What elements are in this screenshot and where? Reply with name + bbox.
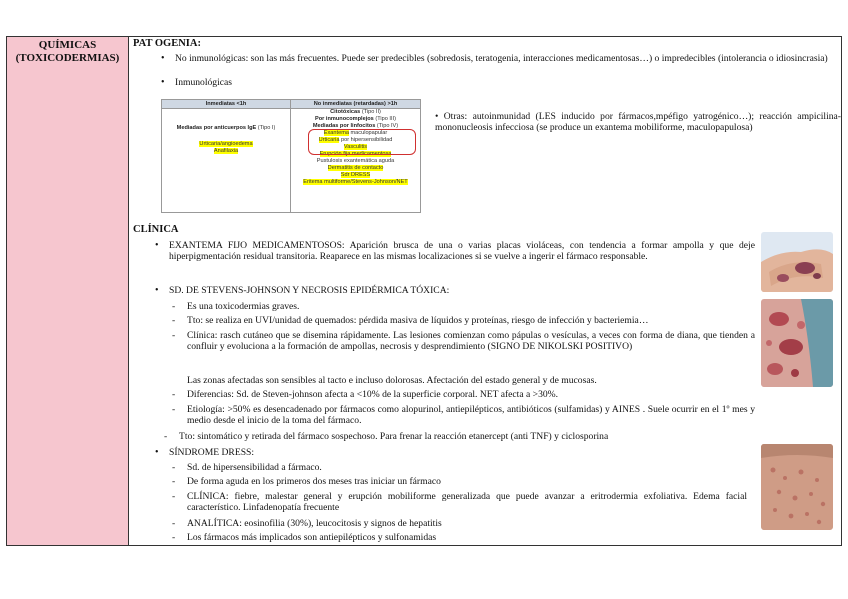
red-bracket (308, 129, 416, 155)
table-cell: Urticaria por hipersensibilidad (318, 137, 393, 143)
sjs-item: - Es una toxicodermias graves. (187, 301, 755, 312)
content-cell (129, 37, 841, 545)
category-subtitle: (TOXICODERMIAS) (15, 52, 120, 64)
dress-bullet: • SÍNDROME DRESS: (169, 447, 755, 458)
table-cell: Sdr DRESS (340, 172, 371, 178)
category-cell (7, 37, 129, 545)
table-cell: Eritema multiforme/Stevens-Johnson/NET (303, 179, 408, 185)
sjs-item: - Etiología: >50% es desencadenado por fármacos como alopurinol, antiepilépticos, antibióticos (sulfamidas) y AINES . Suele ocurrir en el 1º mes y medio desde el inicio de la toma del fármaco. (187, 404, 755, 427)
table-header-immediate: Inmediatas <1h (162, 100, 290, 109)
document-table (6, 36, 842, 546)
table-cell: Mediadas por anticuerpos IgE (Tipo I) (176, 125, 276, 131)
table-cell: Dermatitis de contacto (327, 165, 384, 171)
immunological-table (161, 99, 421, 213)
sjs-item: - Tto: se realiza en UVI/unidad de quemados: pérdida masiva de líquidos y proteínas, riesgo de infección y bacteriemia… (187, 315, 755, 326)
sjs-item: - Tto: sintomático y retirada del fármaco sospechoso. Para frenar la reacción etanercept (anti TNF) y ciclosporina (179, 431, 755, 442)
exantema-bullet: • EXANTEMA FIJO MEDICAMENTOSOS: Aparición brusca de una o varias placas violáceas, con tendencia a formar ampolla y que deje hiperpigmentación residual transitoria. Reaparece en las mismas localizaciones si se vuelve a ingerir el fármaco responsable. (169, 240, 755, 263)
sjs-item-continuation: Las zonas afectadas son sensibles al tacto e incluso dolorosas. Afectación del estado general y de mucosas. (187, 375, 597, 386)
table-cell: Vasculitis (343, 144, 368, 150)
table-cell: Citotóxicas (Tipo II) (330, 109, 381, 115)
sjs-photo (761, 299, 833, 387)
table-cell: Urticaria/angioedema (199, 141, 253, 147)
otras-text: • Otras: autoinmunidad (LES inducido por fármacos,mpéfigo yatrogénico…); reacción ampicilina-mononucleosis infecciosa (se produce un exantema mobiliforme, maculopapulosa) (435, 111, 841, 134)
sjs-item: - Clínica: rasch cutáneo que se disemina rápidamente. Las lesiones comienzan como pápulas o vesículas, a veces con forma de diana, que tienden a confluir y evoluciona a la formación de ampollas, necrosis y desprendimiento (SIGNO DE NIKOLSKI POSITIVO) (187, 330, 755, 353)
table-col-delayed (290, 109, 420, 212)
dress-photo (761, 444, 833, 530)
sjs-bullet: • SD. DE STEVENS-JOHNSON Y NECROSIS EPIDÉRMICA TÓXICA: (169, 285, 755, 296)
table-cell: Anafilaxia (213, 148, 239, 154)
sjs-item: - Diferencias: Sd. de Steven-johnson afecta a <10% de la superficie corporal. NET afecta a >30%. (187, 389, 755, 400)
table-cell: Exantema maculopapular (323, 130, 388, 136)
table-header-delayed: No inmediatas (retardadas) >1h (290, 100, 420, 109)
category-title: QUÍMICAS (38, 39, 97, 51)
table-col-immediate (162, 109, 290, 212)
clinica-heading: CLÍNICA (133, 224, 179, 235)
patogenia-heading: PAT OGENIA: (133, 38, 201, 49)
dress-item: - CLÍNICA: fiebre, malestar general y erupción mobiliforme generalizada que puede avanzar a eritrodermia exfoliativa. Edema facial característico. Linfadenopatía frecuente (187, 491, 747, 514)
table-cell: Mediadas por linfocitos (Tipo IV) (312, 123, 399, 129)
table-cell: Pustulosis exantemática aguda (316, 158, 395, 164)
fixed-drug-eruption-photo (761, 232, 833, 292)
dress-item: - Sd. de hipersensibilidad a fármaco. (187, 462, 747, 473)
dress-item: - ANALÍTICA: eosinofilia (30%), leucocitosis y signos de hepatitis (187, 518, 747, 529)
table-cell: Erupción fija medicamentosa (319, 151, 392, 157)
table-cell: Por inmunocomplejos (Tipo III) (315, 116, 396, 122)
patogenia-bullet-2: • Inmunológicas (175, 77, 475, 88)
dress-item: - De forma aguda en los primeros dos meses tras iniciar un fármaco (187, 476, 747, 487)
dress-item: - Los fármacos más implicados son antiepilépticos y sulfonamidas (187, 532, 747, 543)
patogenia-bullet-1: • No inmunológicas: son las más frecuentes. Puede ser predecibles (sobredosis, teratogenia, interacciones medicamentosas…) o impredecibles (intolerancia o idiosincrasia) (175, 53, 841, 64)
